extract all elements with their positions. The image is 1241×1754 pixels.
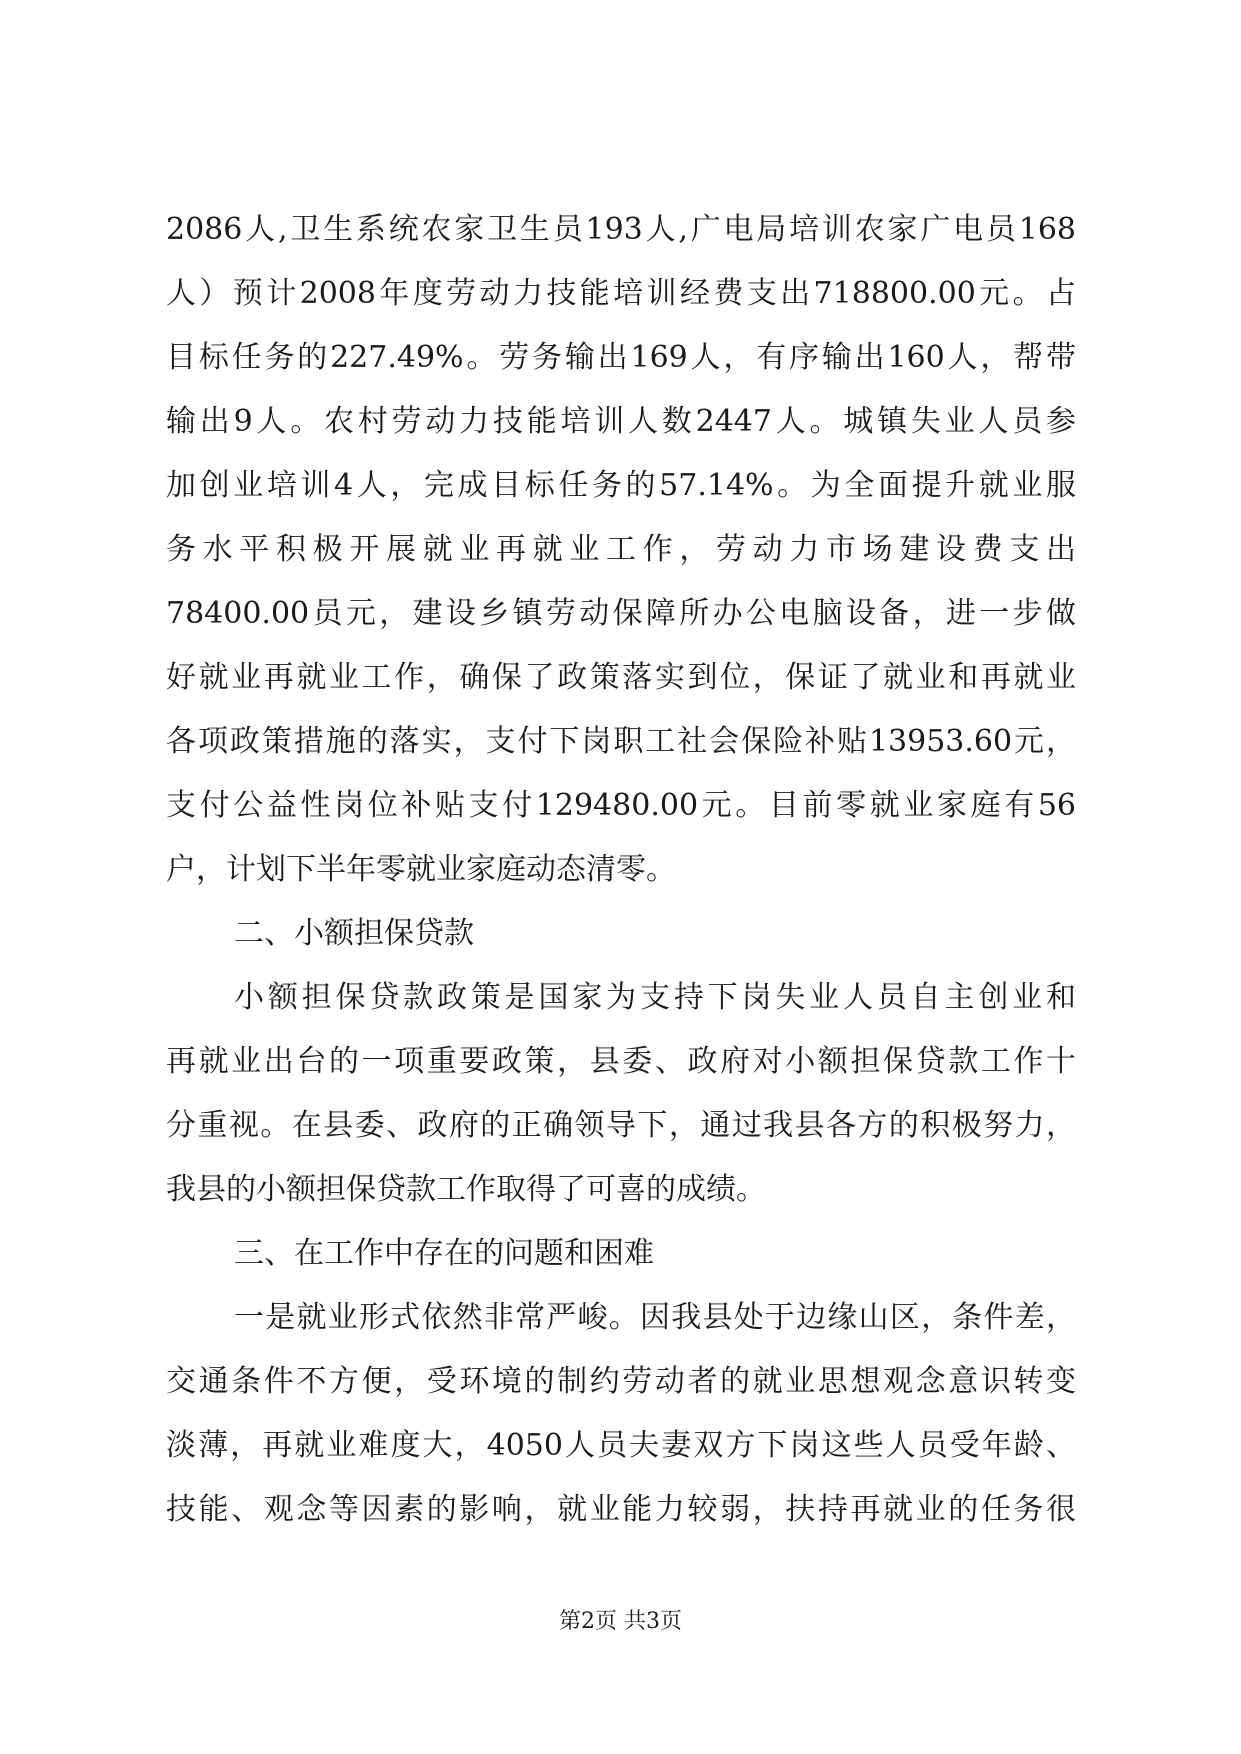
page-number-footer: 第2页 共3页 [559,1609,682,1634]
text-line: 好就业再就业工作，确保了政策落实到位，保证了就业和再就业 [166,660,1076,695]
text-line: 再就业出台的一项重要政策，县委、政府对小额担保贷款工作十 [166,1044,1076,1079]
text-line: 技能、观念等因素的影响，就业能力较弱，扶持再就业的任务很 [166,1492,1076,1527]
text-line: 务水平积极开展就业再就业工作，劳动力市场建设费支出 [166,532,1076,567]
text-line: 人）预计2008年度劳动力技能培训经费支出718800.00元。占 [166,276,1076,311]
text-line: 加创业培训4人，完成目标任务的57.14%。为全面提升就业服 [166,468,1076,503]
text-line: 我县的小额担保贷款工作取得了可喜的成绩。 [166,1172,766,1207]
section-heading: 三、在工作中存在的问题和困难 [234,1236,654,1271]
text-line: 2086人,卫生系统农家卫生员193人,广电局培训农家广电员168 [166,212,1076,247]
text-line: 小额担保贷款政策是国家为支持下岗失业人员自主创业和 [234,980,1076,1015]
text-line: 输出9人。农村劳动力技能培训人数2447人。城镇失业人员参 [166,404,1076,439]
text-line: 淡薄，再就业难度大，4050人员夫妻双方下岗这些人员受年龄、 [166,1428,1076,1463]
text-line: 户，计划下半年零就业家庭动态清零。 [166,852,676,887]
text-line: 分重视。在县委、政府的正确领导下，通过我县各方的积极努力， [166,1108,1076,1143]
text-line: 78400.00员元，建设乡镇劳动保障所办公电脑设备，进一步做 [166,596,1076,631]
section-heading: 二、小额担保贷款 [234,916,474,951]
text-line: 支付公益性岗位补贴支付129480.00元。目前零就业家庭有56 [166,788,1076,823]
text-line: 一是就业形式依然非常严峻。因我县处于边缘山区，条件差， [234,1300,1076,1335]
text-line: 目标任务的227.49%。劳务输出169人，有序输出160人，帮带 [166,340,1076,375]
text-line: 交通条件不方便，受环境的制约劳动者的就业思想观念意识转变 [166,1364,1076,1399]
text-line: 各项政策措施的落实，支付下岗职工社会保险补贴13953.60元， [166,724,1076,759]
